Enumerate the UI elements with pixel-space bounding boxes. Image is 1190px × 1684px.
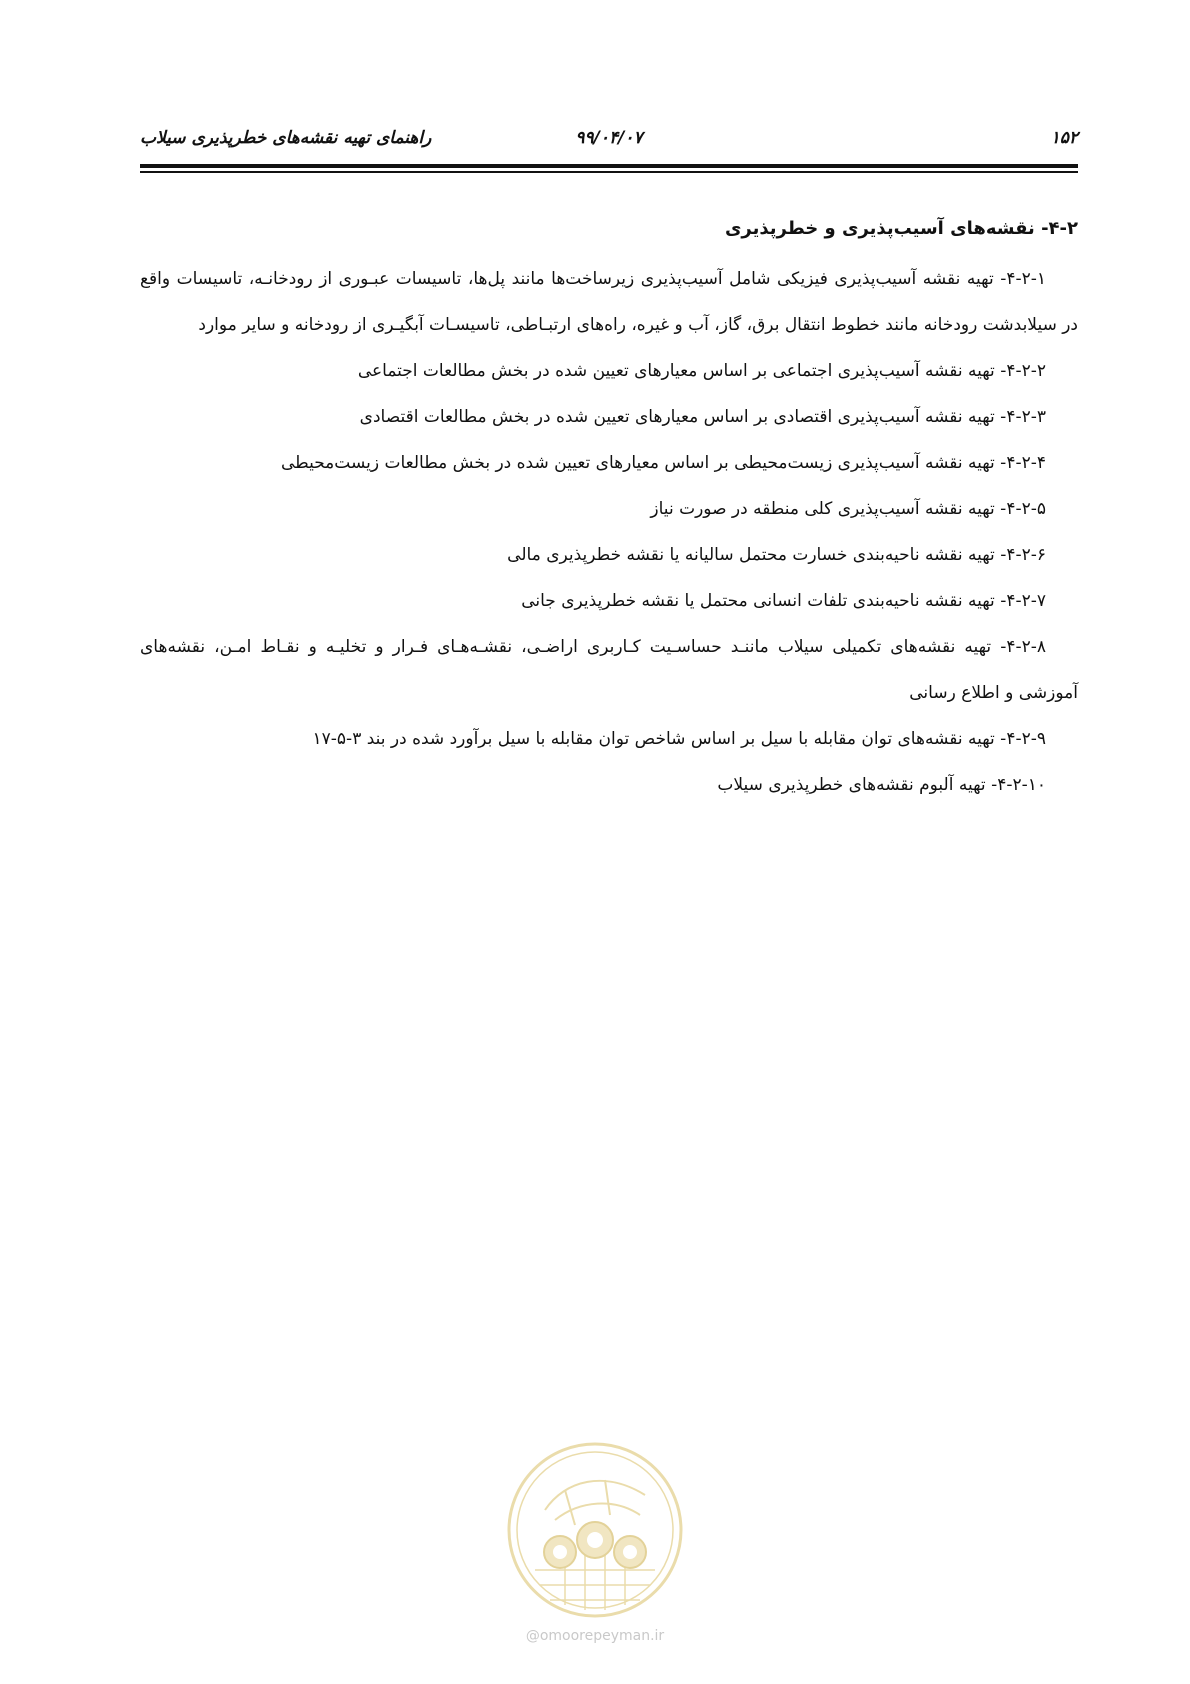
header-date: ۹۹/۰۴/۰۷ xyxy=(575,128,643,148)
header-rule-thin xyxy=(140,171,1078,173)
watermark-website: @omoorepeyman.ir xyxy=(525,1628,665,1644)
page-header xyxy=(140,128,1078,152)
list-item: ۴-۲-۷- تهیه نقشه ناحیه‌بندی تلفات انسانی محتمل یا نقشه خطرپذیری جانی xyxy=(521,591,1046,611)
list-item: ۴-۲-۶- تهیه نقشه ناحیه‌بندی خسارت محتمل سالیانه یا نقشه خطرپذیری مالی xyxy=(507,545,1046,565)
section-heading: ۴-۲- نقشه‌های آسیب‌پذیری و خطرپذیری xyxy=(724,218,1078,239)
list-item: ۴-۲-۱- تهیه نقشه آسیب‌پذیری فیزیکی شامل آسیب‌پذیری زیرساخت‌ها مانند پل‌ها، تاسیسات عبـوری از رودخانـه، تاسیسات واقع در سیلابدشت رودخانه مانند خطوط انتقال برق، گاز، آب و غیره، راه‌های ارتبـاطی، تاسیسـات آبگیـری از رودخانه و سایر موارد xyxy=(140,269,1078,335)
document-title: راهنمای تهیه نقشه‌های خطرپذیری سیلاب xyxy=(140,128,432,148)
list-item: ۴-۲-۲- تهیه نقشه آسیب‌پذیری اجتماعی بر اساس معیارهای تعیین شده در بخش مطالعات اجتماعی xyxy=(357,361,1046,381)
header-rule-thick xyxy=(140,164,1078,168)
list-item: ۴-۲-۹- تهیه نقشه‌های توان مقابله با سیل بر اساس شاخص توان مقابله با سیل برآورد شده در بند ۳-۵-۱۷ xyxy=(312,729,1046,749)
list-item: ۴-۲-۵- تهیه نقشه آسیب‌پذیری کلی منطقه در صورت نیاز xyxy=(650,499,1046,519)
list-item: ۴-۲-۴- تهیه نقشه آسیب‌پذیری زیست‌محیطی بر اساس معیارهای تعیین شده در بخش مطالعات زیست‌محیطی xyxy=(280,453,1046,473)
page-number: ۱۵۲ xyxy=(1050,128,1078,148)
watermark-logo-icon xyxy=(505,1440,685,1620)
list-item: ۴-۲-۱۰- تهیه آلبوم نقشه‌های خطرپذیری سیلاب xyxy=(717,775,1046,795)
list-item: ۴-۲-۸- تهیه نقشه‌های تکمیلی سیلاب ماننـد حساسـیت کـاربری اراضـی، نقشـه‌هـای فـرار و تخلیـه و نقـاط امـن، نقشه‌های آموزشی و اطلاع رسانی xyxy=(140,637,1078,703)
list-item: ۴-۲-۳- تهیه نقشه آسیب‌پذیری اقتصادی بر اساس معیارهای تعیین شده در بخش مطالعات اقتصادی xyxy=(359,407,1046,427)
main-content xyxy=(140,214,1078,808)
